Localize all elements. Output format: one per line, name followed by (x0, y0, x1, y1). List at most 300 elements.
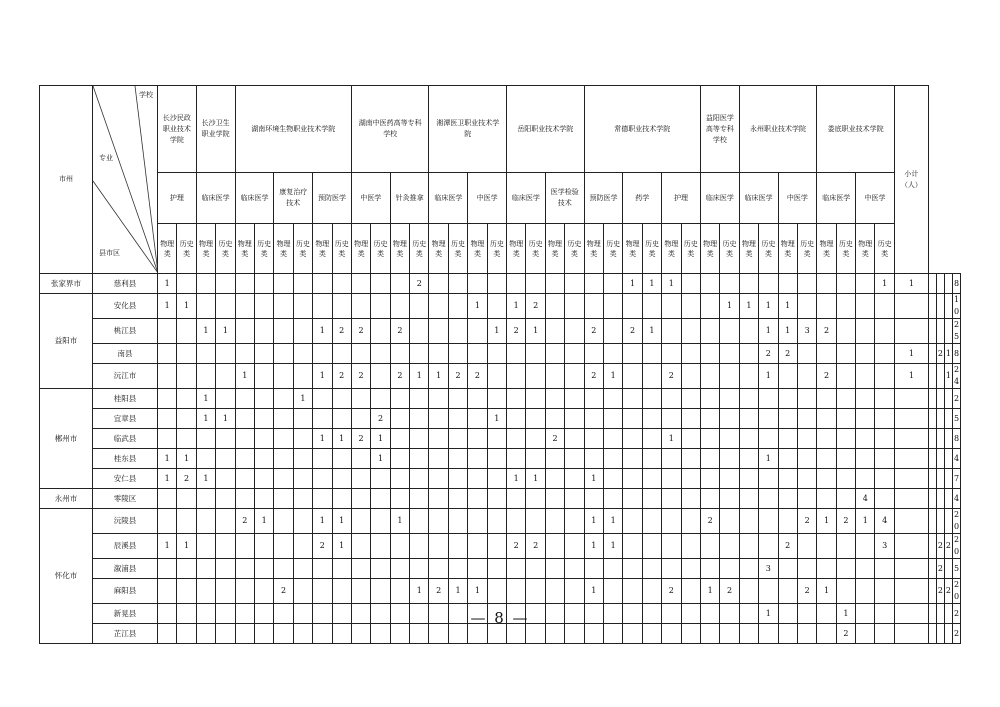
major-header: 临床医学 (507, 173, 546, 224)
count-cell (429, 294, 448, 319)
count-cell: 1 (526, 469, 545, 489)
count-cell (235, 294, 254, 319)
count-cell (196, 534, 215, 559)
count-cell (177, 509, 196, 534)
count-cell: 2 (720, 579, 739, 604)
count-cell (429, 509, 448, 534)
count-cell (681, 274, 700, 294)
table-row (40, 409, 961, 429)
subject-physics: 物理类 (390, 224, 409, 274)
row-total-cell: 2 (952, 389, 960, 409)
count-cell (936, 469, 944, 489)
count-cell (177, 274, 196, 294)
count-cell (196, 489, 215, 509)
count-cell (235, 534, 254, 559)
count-cell (797, 429, 816, 449)
count-cell (468, 409, 487, 429)
count-cell: 1 (894, 274, 928, 294)
count-cell (293, 294, 312, 319)
count-cell (681, 509, 700, 534)
table-row (40, 449, 961, 469)
count-cell (817, 469, 836, 489)
row-total-cell: 5 (952, 409, 960, 429)
corner-label-county: 县市区 (99, 249, 120, 257)
count-cell (177, 489, 196, 509)
count-cell: 1 (623, 274, 642, 294)
count-cell: 1 (468, 294, 487, 319)
subject-history: 历史类 (759, 224, 778, 274)
count-cell (507, 274, 526, 294)
county-cell: 宜章县 (93, 409, 158, 429)
count-cell (235, 579, 254, 604)
count-cell: 1 (836, 604, 855, 624)
count-cell: 1 (584, 579, 603, 604)
count-cell (836, 364, 855, 389)
count-cell: 1 (196, 319, 215, 344)
count-cell (177, 579, 196, 604)
count-cell: 1 (468, 579, 487, 604)
count-cell (856, 534, 875, 559)
count-cell (720, 509, 739, 534)
count-cell (662, 559, 681, 579)
count-cell (545, 559, 564, 579)
count-cell (468, 559, 487, 579)
count-cell (293, 344, 312, 364)
count-cell (662, 409, 681, 429)
subject-physics: 物理类 (235, 224, 254, 274)
count-cell (894, 409, 928, 429)
count-cell (429, 319, 448, 344)
count-cell (313, 489, 332, 509)
count-cell (565, 429, 584, 449)
count-cell: 1 (720, 294, 739, 319)
count-cell (623, 579, 642, 604)
count-cell: 2 (507, 319, 526, 344)
count-cell (507, 489, 526, 509)
count-cell (177, 429, 196, 449)
count-cell (254, 364, 273, 389)
count-cell: 1 (196, 409, 215, 429)
header-row-subjects (40, 224, 961, 274)
count-cell (720, 489, 739, 509)
count-cell (487, 469, 506, 489)
count-cell: 1 (507, 294, 526, 319)
count-cell (739, 469, 758, 489)
count-cell (944, 489, 952, 509)
count-cell (448, 294, 467, 319)
count-cell (371, 344, 390, 364)
major-header: 针灸推拿 (390, 173, 429, 224)
count-cell (700, 344, 719, 364)
count-cell: 2 (545, 429, 564, 449)
count-cell (894, 509, 928, 534)
count-cell (390, 489, 409, 509)
count-cell (944, 274, 952, 294)
count-cell (487, 344, 506, 364)
count-cell (158, 344, 177, 364)
count-cell: 1 (158, 534, 177, 559)
count-cell (274, 344, 293, 364)
count-cell (739, 579, 758, 604)
county-cell: 桃江县 (93, 319, 158, 344)
count-cell: 1 (507, 469, 526, 489)
count-cell (623, 534, 642, 559)
count-cell: 2 (390, 319, 409, 344)
count-cell (856, 364, 875, 389)
count-cell (177, 389, 196, 409)
table-row (40, 469, 961, 489)
count-cell (351, 579, 370, 604)
major-header: 预防医学 (313, 173, 352, 224)
count-cell: 1 (603, 364, 622, 389)
count-cell (565, 469, 584, 489)
count-cell (662, 509, 681, 534)
count-cell: 2 (351, 319, 370, 344)
table-row (40, 489, 961, 509)
count-cell (235, 389, 254, 409)
count-cell (293, 319, 312, 344)
count-cell: 1 (313, 319, 332, 344)
table-row (40, 559, 961, 579)
count-cell (313, 579, 332, 604)
count-cell (817, 389, 836, 409)
count-cell (216, 294, 235, 319)
count-cell (856, 449, 875, 469)
row-total-cell: 8 (952, 274, 960, 294)
count-cell (448, 534, 467, 559)
count-cell (371, 294, 390, 319)
school-header: 岳阳职业技术学院 (507, 86, 585, 173)
count-cell (332, 489, 351, 509)
subject-history: 历史类 (332, 224, 351, 274)
major-header: 临床医学 (429, 173, 468, 224)
count-cell (274, 509, 293, 534)
count-cell: 1 (177, 294, 196, 319)
count-cell (254, 469, 273, 489)
count-cell (274, 409, 293, 429)
count-cell (928, 409, 936, 429)
count-cell (681, 534, 700, 559)
count-cell (603, 294, 622, 319)
count-cell (545, 409, 564, 429)
subject-physics: 物理类 (739, 224, 758, 274)
count-cell (565, 294, 584, 319)
count-cell (875, 319, 894, 344)
subject-history: 历史类 (875, 224, 894, 274)
count-cell (410, 534, 429, 559)
count-cell (894, 469, 928, 489)
count-cell (158, 389, 177, 409)
count-cell (797, 344, 816, 364)
count-cell: 2 (836, 509, 855, 534)
count-cell (468, 509, 487, 534)
table-row (40, 294, 961, 319)
count-cell (254, 409, 273, 429)
subject-history: 历史类 (565, 224, 584, 274)
count-cell (545, 534, 564, 559)
count-cell (429, 449, 448, 469)
count-cell: 1 (196, 469, 215, 489)
count-cell (216, 274, 235, 294)
diagonal-corner-header (93, 86, 158, 274)
count-cell (739, 509, 758, 534)
count-cell (235, 429, 254, 449)
count-cell (158, 364, 177, 389)
count-cell: 2 (526, 534, 545, 559)
count-cell (487, 534, 506, 559)
count-cell (720, 534, 739, 559)
count-cell (235, 319, 254, 344)
count-cell (468, 429, 487, 449)
count-cell (429, 344, 448, 364)
count-cell (928, 579, 936, 604)
count-cell (371, 469, 390, 489)
count-cell: 1 (603, 534, 622, 559)
count-cell (216, 429, 235, 449)
count-cell (623, 409, 642, 429)
count-cell: 1 (662, 429, 681, 449)
school-header: 湖南环境生物职业技术学院 (235, 86, 351, 173)
count-cell (603, 429, 622, 449)
subject-history: 历史类 (293, 224, 312, 274)
count-cell (235, 489, 254, 509)
count-cell (507, 509, 526, 534)
count-cell (681, 579, 700, 604)
count-cell (274, 274, 293, 294)
row-total-cell: 10 (952, 294, 960, 319)
count-cell (928, 489, 936, 509)
corner-label-major: 专业 (99, 154, 113, 162)
count-cell: 1 (759, 604, 778, 624)
count-cell: 2 (313, 534, 332, 559)
count-cell (936, 319, 944, 344)
count-cell: 1 (158, 449, 177, 469)
count-cell: 1 (944, 344, 952, 364)
count-cell (584, 344, 603, 364)
count-cell (894, 559, 928, 579)
count-cell (526, 509, 545, 534)
count-cell (332, 409, 351, 429)
count-cell: 1 (390, 509, 409, 534)
county-cell: 新晃县 (93, 604, 158, 624)
count-cell (928, 274, 936, 294)
count-cell (177, 319, 196, 344)
count-cell (468, 319, 487, 344)
count-cell (429, 389, 448, 409)
count-cell (700, 429, 719, 449)
count-cell: 1 (487, 409, 506, 429)
count-cell: 2 (235, 509, 254, 534)
count-cell (603, 409, 622, 429)
count-cell: 2 (778, 534, 797, 559)
count-cell (797, 489, 816, 509)
count-cell (410, 489, 429, 509)
count-cell (603, 489, 622, 509)
major-header: 中医学 (856, 173, 895, 224)
count-cell (274, 364, 293, 389)
count-cell (313, 469, 332, 489)
school-header: 常德职业技术学院 (584, 86, 700, 173)
count-cell (216, 534, 235, 559)
count-cell (371, 509, 390, 534)
count-cell (662, 489, 681, 509)
count-cell: 1 (759, 364, 778, 389)
count-cell (332, 469, 351, 489)
row-total-cell: 20 (952, 534, 960, 559)
count-cell (700, 559, 719, 579)
count-cell (351, 469, 370, 489)
count-cell (700, 319, 719, 344)
row-total-cell: 20 (952, 579, 960, 604)
count-cell (720, 274, 739, 294)
count-cell: 1 (584, 534, 603, 559)
count-cell (778, 409, 797, 429)
count-cell (856, 469, 875, 489)
count-cell (254, 449, 273, 469)
count-cell (739, 389, 758, 409)
count-cell (894, 579, 928, 604)
count-cell (584, 429, 603, 449)
subject-physics: 物理类 (429, 224, 448, 274)
table-row (40, 274, 961, 294)
city-cell: 张家界市 (40, 274, 93, 294)
count-cell (700, 409, 719, 429)
county-cell: 临武县 (93, 429, 158, 449)
count-cell (936, 509, 944, 534)
subject-history: 历史类 (603, 224, 622, 274)
count-cell (468, 534, 487, 559)
count-cell (894, 449, 928, 469)
count-cell (875, 409, 894, 429)
count-cell (875, 489, 894, 509)
count-cell (545, 509, 564, 534)
count-cell (216, 579, 235, 604)
count-cell (584, 274, 603, 294)
count-cell (662, 534, 681, 559)
count-cell (545, 294, 564, 319)
count-cell: 1 (759, 319, 778, 344)
count-cell (545, 579, 564, 604)
count-cell (700, 469, 719, 489)
count-cell (468, 489, 487, 509)
count-cell (681, 489, 700, 509)
row-total-cell: 20 (952, 509, 960, 534)
count-cell: 2 (351, 364, 370, 389)
count-cell: 1 (158, 274, 177, 294)
count-cell (836, 469, 855, 489)
count-cell (856, 274, 875, 294)
count-cell (700, 274, 719, 294)
count-cell (720, 409, 739, 429)
count-cell (332, 274, 351, 294)
count-cell (390, 294, 409, 319)
count-cell (928, 509, 936, 534)
count-cell: 1 (313, 364, 332, 389)
count-cell: 1 (410, 579, 429, 604)
count-cell (565, 344, 584, 364)
count-cell (254, 534, 273, 559)
count-cell (526, 344, 545, 364)
count-cell (545, 469, 564, 489)
subject-physics: 物理类 (856, 224, 875, 274)
count-cell (856, 319, 875, 344)
count-cell (856, 409, 875, 429)
count-cell (623, 559, 642, 579)
count-cell (662, 344, 681, 364)
count-cell: 1 (332, 509, 351, 534)
count-cell (429, 409, 448, 429)
count-cell (894, 389, 928, 409)
table-row (40, 429, 961, 449)
subject-history: 历史类 (797, 224, 816, 274)
count-cell: 2 (448, 364, 467, 389)
count-cell: 1 (293, 389, 312, 409)
count-cell (584, 489, 603, 509)
count-cell (487, 489, 506, 509)
count-cell (526, 389, 545, 409)
count-cell (778, 489, 797, 509)
count-cell (700, 364, 719, 389)
count-cell (371, 364, 390, 389)
count-cell (817, 429, 836, 449)
count-cell (274, 489, 293, 509)
count-cell (313, 294, 332, 319)
subject-history: 历史类 (681, 224, 700, 274)
count-cell (928, 449, 936, 469)
count-cell (603, 579, 622, 604)
count-cell: 1 (662, 274, 681, 294)
county-cell: 安仁县 (93, 469, 158, 489)
count-cell (642, 509, 661, 534)
count-cell (936, 364, 944, 389)
count-cell (448, 409, 467, 429)
count-cell (351, 559, 370, 579)
count-cell (410, 409, 429, 429)
count-cell (274, 559, 293, 579)
subject-physics: 物理类 (313, 224, 332, 274)
count-cell (235, 344, 254, 364)
count-cell (944, 559, 952, 579)
table-row (40, 509, 961, 534)
count-cell (196, 579, 215, 604)
count-cell (642, 559, 661, 579)
count-cell (313, 559, 332, 579)
count-cell (487, 579, 506, 604)
count-cell (507, 449, 526, 469)
count-cell (642, 469, 661, 489)
school-header: 湖南中医药高等专科学校 (351, 86, 429, 173)
count-cell (565, 364, 584, 389)
count-cell (836, 319, 855, 344)
count-cell (944, 389, 952, 409)
count-cell (681, 319, 700, 344)
row-total-cell: 25 (952, 319, 960, 344)
count-cell (681, 344, 700, 364)
subject-physics: 物理类 (158, 224, 177, 274)
count-cell (642, 429, 661, 449)
school-header: 湘潭医卫职业技术学院 (429, 86, 507, 173)
county-cell: 慈利县 (93, 274, 158, 294)
count-cell (429, 534, 448, 559)
count-cell: 1 (759, 449, 778, 469)
count-cell (351, 274, 370, 294)
count-cell (817, 344, 836, 364)
count-cell (623, 344, 642, 364)
count-cell: 2 (177, 469, 196, 489)
table-row (40, 344, 961, 364)
count-cell: 2 (584, 319, 603, 344)
county-cell: 安化县 (93, 294, 158, 319)
